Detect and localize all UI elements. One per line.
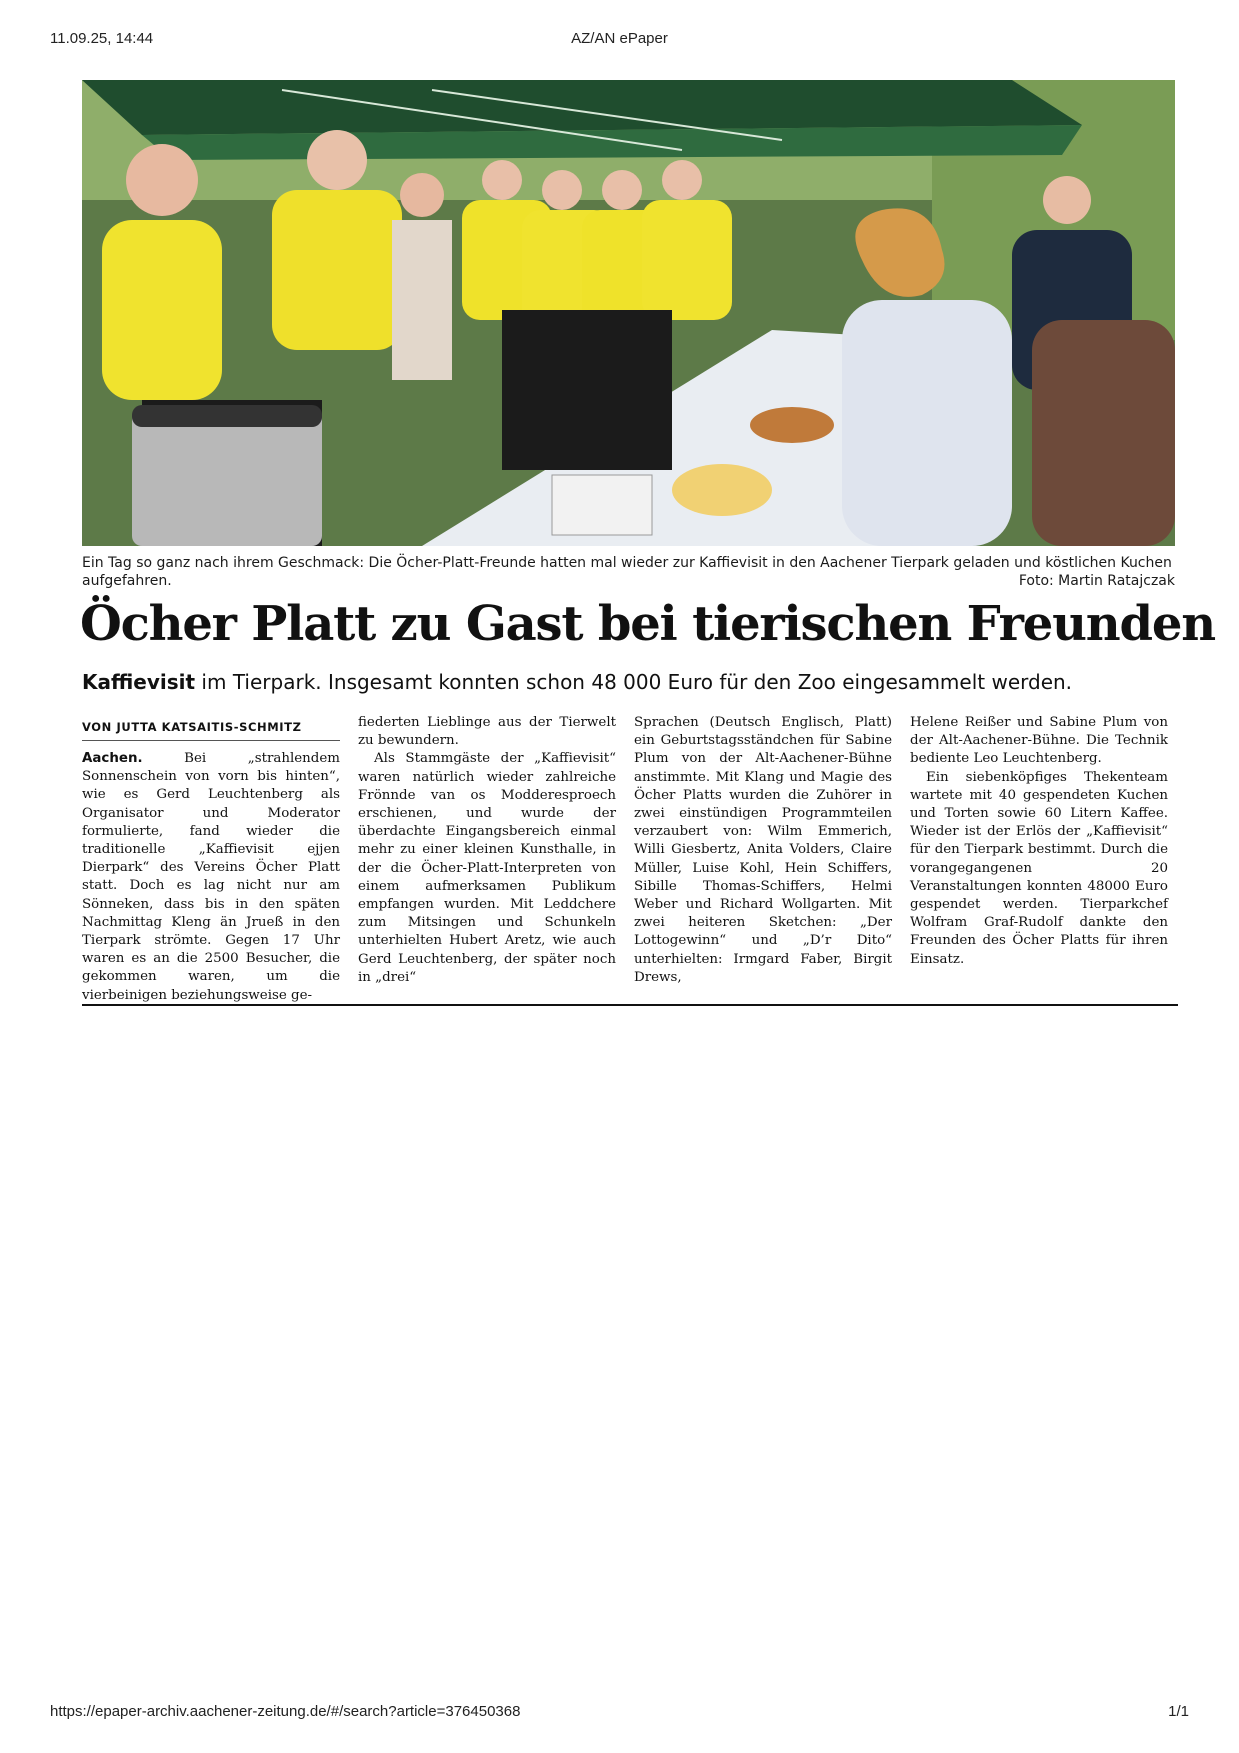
column-3-text: Sprachen (Deutsch Englisch, Platt) ein Geburtstagsständchen für Sabine Plum von der Alt-Aachener-Bühne anstimmte. Mit Klang und Magie des Öcher Platts wurden die Zuhörer in zwei einstündigen Programmteilen verzaubert von: Wilm Emmerich, Willi Giesbertz, Anita Volders, Claire Müller, Luise Kohl, Hein Schiffers, Sibille Thomas-Schiffers, Helmi Weber und Richard Wollgarten. Mit zwei heiteren Sketchen: „Der Lottogewinn“ und „D’r Dito“ unterhielten: Irmgard Faber, Birgit Drews, (634, 715, 892, 985)
print-url: https://epaper-archiv.aachener-zeitung.de/#/search?article=376450368 (50, 1703, 521, 1720)
article-column-1 (82, 750, 340, 1005)
print-page-number: 1/1 (1168, 1703, 1189, 1720)
article-photo (82, 80, 1175, 546)
article-headline: Öcher Platt zu Gast bei tierischen Freunden (80, 596, 1215, 652)
article-column-3 (634, 714, 892, 987)
column-2-paragraph-2: Als Stammgäste der „Kaffievisit“ waren natürlich wieder zahlreiche Frönnde van os Modderesproech erschienen, und wurde der überdachte Eingangsbereich einmal mehr zu einer kleinen Kunsthalle, in der die Öcher-Platt-Interpreten von einem aufmerksamen Publikum empfangen wurden. Mit Leddchere zum Mitsingen und Schunkeln unterhielten Hubert Aretz, wie auch Gerd Leuchtenberg, der später noch in „drei“ (358, 751, 616, 985)
article-subhead (82, 670, 1182, 694)
photo-credit: Foto: Martin Ratajczak (1018, 573, 1175, 589)
article-bottom-rule (82, 1004, 1178, 1006)
column-1-text: Bei „strahlendem Sonnenschein von vorn bis hinten“, wie es Gerd Leuchtenberg als Organisator und Moderator formulierte, fand wieder die traditionelle „Kaffievisit ejjen Dierpark“ des Vereins Öcher Platt statt. Doch es lag nicht nur am Sönneken, dass bis in den späten Nachmittag Kleng än Jrueß in den Tierpark strömte. Gegen 17 Uhr waren es an die 2500 Besucher, die gekommen waren, um die vierbeinigen beziehungsweise ge- (82, 751, 340, 1003)
article-column-2 (358, 714, 616, 987)
subhead-kicker: Kaffievisit (82, 670, 196, 694)
caption-text: Ein Tag so ganz nach ihrem Geschmack: Die Öcher-Platt-Freunde hatten mal wieder zur Kaffievisit in den Aachener Tierpark geladen und köstlichen Kuchen aufgefahren. (82, 555, 1172, 589)
column-4-paragraph-2: Ein siebenköpfiges Thekenteam wartete mit 40 gespendeten Kuchen und Torten sowie 60 Litern Kaffee. Wieder ist der Erlös der „Kaffievisit“ für den Tierpark bestimmt. Durch die vorangegangenen 20 Veranstaltungen konnten 48000 Euro gespendet werden. Tierparkchef Wolfram Graf-Rudolf dankte den Freunden des Öcher Platts für ihren Einsatz. (910, 769, 1168, 967)
print-datetime: 11.09.25, 14:44 (50, 30, 154, 47)
column-2-paragraph-1: fiederten Lieblinge aus der Tierwelt zu bewundern. (358, 715, 616, 749)
byline: VON JUTTA KATSAITIS-SCHMITZ (82, 720, 340, 741)
print-title: AZ/AN ePaper (571, 30, 668, 47)
article-column-4 (910, 714, 1168, 969)
column-4-paragraph-1: Helene Reißer und Sabine Plum von der Alt-Aachener-Bühne. Die Technik bediente Leo Leuchtenberg. (910, 715, 1168, 767)
photo-caption (82, 554, 1175, 590)
subhead-text: im Tierpark. Insgesamt konnten schon 48 000 Euro für den Zoo eingesammelt werden. (195, 670, 1073, 694)
article-photo-illustration (82, 80, 1175, 546)
dateline: Aachen. (82, 751, 143, 766)
